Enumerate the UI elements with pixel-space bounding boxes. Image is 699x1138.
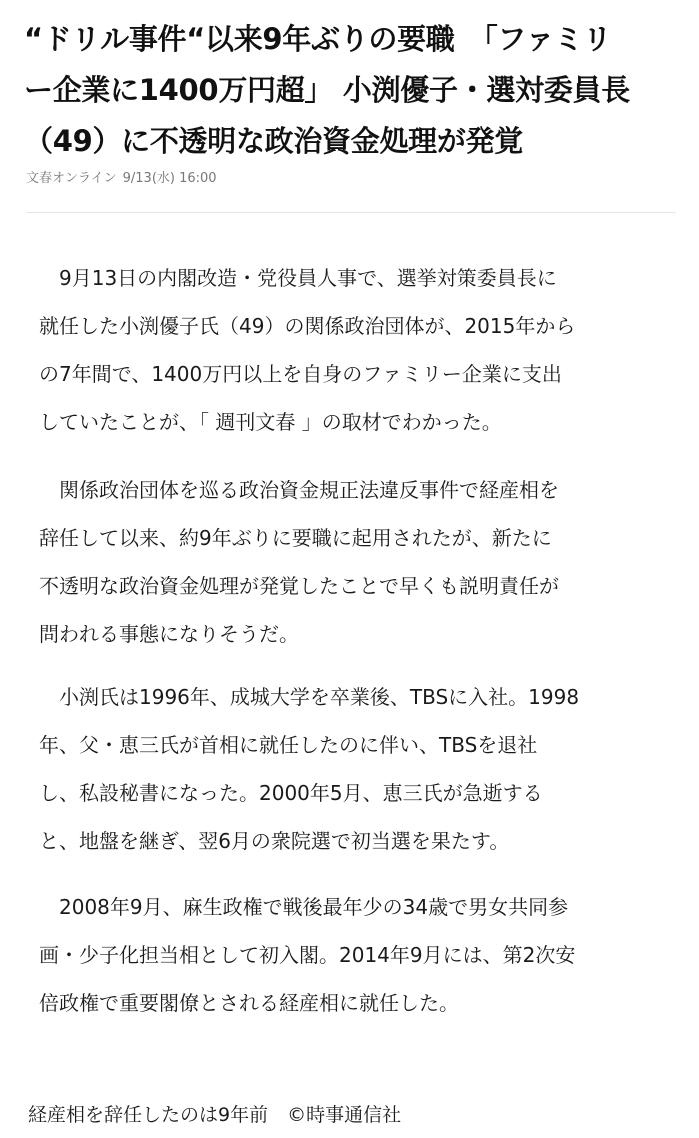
paragraph-line: 関係政治団体を巡る政治資金規正法違反事件で経産相を: [39, 478, 559, 502]
paragraph-line: 2008年9月、麻生政権で戦後最年少の34歳で男女共同参: [39, 895, 569, 919]
article-headline: [24, 14, 684, 167]
article-paragraph: [39, 673, 679, 865]
paragraph-line: の7年間で、1400万円以上を自身のファミリー企業に支出: [39, 362, 562, 386]
source-name[interactable]: 文春オンライン: [26, 171, 117, 186]
article-paragraph: [39, 254, 679, 446]
paragraph-line: 9月13日の内閣改造・党役員人事で、選挙対策委員長に: [39, 266, 557, 290]
paragraph-line: 就任した小渕優子氏（49）の関係政治団体が、2015年から: [39, 314, 576, 338]
publish-date: 9/13(水) 16:00: [122, 171, 217, 186]
article-paragraph: [39, 466, 679, 658]
headline-line: ー企業に1400万円超」 小渕優子・選対委員長: [24, 73, 630, 107]
article-meta: [26, 167, 217, 186]
paragraph-line: 小渕氏は1996年、成城大学を卒業後、TBSに入社。1998: [39, 685, 580, 709]
paragraph-line: 画・少子化担当相として初入閣。2014年9月には、第2次安: [39, 943, 576, 967]
paragraph-line: 辞任して以来、約9年ぶりに要職に起用されたが、新たに: [39, 526, 552, 550]
paragraph-line: と、地盤を継ぎ、翌6月の衆院選で初当選を果たす。: [39, 829, 510, 853]
paragraph-line: 年、父・恵三氏が首相に就任したのに伴い、TBSを退社: [39, 733, 538, 757]
paragraph-line: し、私設秘書になった。2000年5月、恵三氏が急逝する: [39, 781, 543, 805]
paragraph-line: 不透明な政治資金処理が発覚したことで早くも説明責任が: [39, 574, 559, 598]
headline-line: （49）に不透明な政治資金処理が発覚: [24, 124, 523, 158]
article-paragraph: [39, 883, 679, 1027]
paragraph-line: していたことが、「 週刊文春 」の取材でわかった。: [39, 410, 502, 434]
headline-line: “ドリル事件“以来9年ぶりの要職 「ファミリ: [24, 22, 612, 56]
paragraph-line: 倍政権で重要閣僚とされる経産相に就任した。: [39, 991, 459, 1015]
image-caption: 経産相を辞任したのは9年前 ©時事通信社: [28, 1104, 402, 1126]
divider: [26, 212, 676, 213]
paragraph-line: 問われる事態になりそうだ。: [39, 622, 299, 646]
